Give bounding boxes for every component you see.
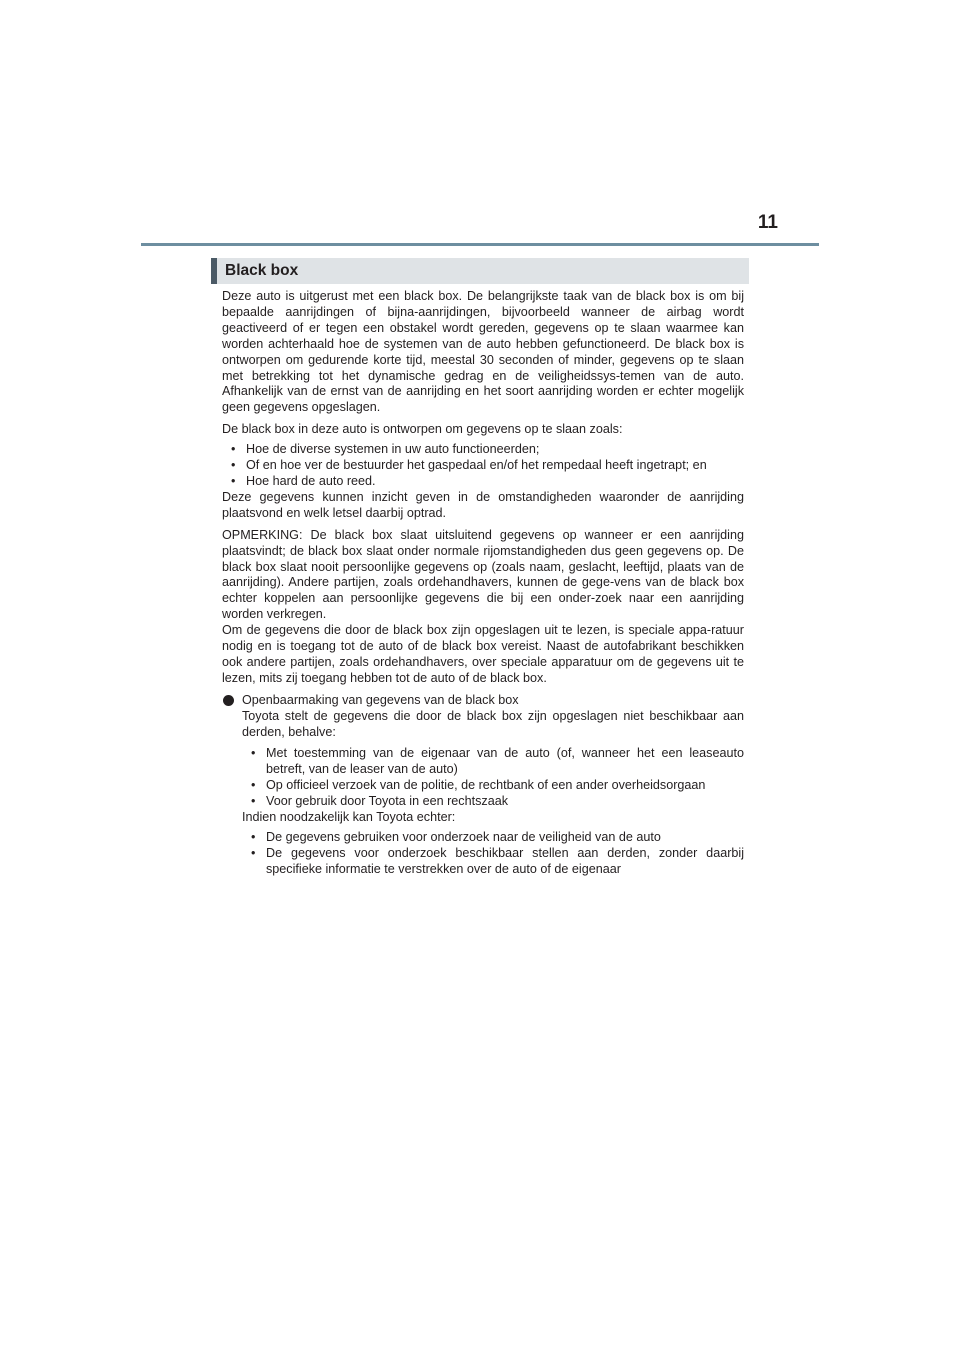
page-number: 11: [757, 212, 778, 233]
bullet-icon: •: [251, 830, 256, 844]
list-item: • Hoe hard de auto reed.: [231, 473, 376, 488]
list-item: • De gegevens voor onderzoek beschikbaar stellen aan derden, zonder daarbij specifieke informatie te verstrekken over de auto of de eigenaar: [251, 845, 744, 876]
bullet-icon: •: [251, 845, 256, 860]
bullet-icon: •: [231, 442, 236, 457]
list-item: • Met toestemming van de eigenaar van de auto (of, wanneer het een leaseauto betreft, van de leaser van de auto): [251, 746, 744, 777]
section-title: Black box: [225, 262, 299, 279]
paragraph-intro: Deze auto is uitgerust met een black box. De belangrijkste taak van de black box is om bij bepaalde aanrijdingen of bijna-aanrijdingen, bijvoorbeeld wanneer de airbag wordt geactiveerd of er tegen een obstakel wordt gereden, gegevens op te slaan waarmee kan worden achterhaald hoe de systemen van de auto hebben gefunctioneerd. De black box is ontworpen om gedurende korte tijd, meestal 30 seconden of minder, gegevens op te slaan met betrekking tot het dynamische gedrag en de veiligheidssys-temen van de auto. Afhankelijk van de ernst van de aanrijding en het soort aanrijding worden er echter mogelijk geen gegevens opgeslagen.: [222, 289, 744, 415]
section-header: [211, 258, 749, 284]
list-item: • Of en hoe ver de bestuurder het gaspedaal en/of het rempedaal heeft ingetrapt; en: [231, 458, 707, 473]
list-item: • De gegevens gebruiken voor onderzoek naar de veiligheid van de auto: [251, 830, 661, 844]
paragraph-readout: Om de gegevens die door de black box zijn opgeslagen uit te lezen, is speciale appa-ratuur nodig en is toegang tot de auto of de black box vereist. Naast de autofabrikant beschikken ook andere partijen, zoals ordehandhavers, over speciale apparatuur om de gegevens uit te lezen, mits zij toegang hebben tot de auto of de black box.: [222, 623, 744, 685]
bullet-icon: •: [231, 458, 236, 473]
disclosure-heading: [222, 693, 744, 709]
bullet-icon: •: [251, 746, 256, 761]
disclosure-section: [222, 709, 744, 878]
list-item: • Voor gebruik door Toyota in een rechtszaak: [251, 794, 508, 809]
bullet-icon: •: [231, 473, 236, 488]
paragraph-note: OPMERKING: De black box slaat uitsluitend gegevens op wanneer er een aanrijding plaatsvindt; de black box slaat onder normale rijomstandigheden dus geen gegevens op. De black box slaat nooit persoonlijke gegevens op (zoals naam, geslacht, leeftijd, plaats van de aanrijding). Andere partijen, zoals ordehandhavers, kunnen de gege-vens van de black box echter koppelen aan persoonlijke gegevens die bij een onder-zoek naar een aanrijding worden verkregen.: [222, 527, 744, 622]
paragraph-insight: Deze gegevens kunnen inzicht geven in de omstandigheden waaronder de aanrijding plaatsvond en welk letsel daarbij optrad.: [222, 489, 744, 520]
list-toyota-uses: [242, 830, 744, 878]
header-rule: [141, 243, 819, 246]
content-body: [222, 289, 744, 878]
bullet-icon: •: [251, 794, 256, 809]
paragraph-disclosure: Toyota stelt de gegevens die door de black box zijn opgeslagen niet beschikbaar aan derden, behalve:: [242, 708, 744, 739]
list-item: • Op officieel verzoek van de politie, de rechtbank of een ander overheidsorgaan: [251, 778, 706, 793]
paragraph-data-stored: De black box in deze auto is ontworpen om gegevens op te slaan zoals:: [222, 422, 623, 437]
list-item: • Hoe de diverse systemen in uw auto functioneerden;: [231, 442, 540, 457]
list-disclosure-exceptions: [242, 746, 744, 810]
paragraph-toyota-may: Indien noodzakelijk kan Toyota echter:: [242, 810, 456, 825]
list-stored-data: [222, 442, 744, 490]
section-header-bar: [211, 258, 217, 284]
disclosure-heading-text: Openbaarmaking van gegevens van de black box: [242, 692, 519, 707]
filled-circle-icon: [223, 695, 234, 706]
bullet-icon: •: [251, 778, 256, 793]
